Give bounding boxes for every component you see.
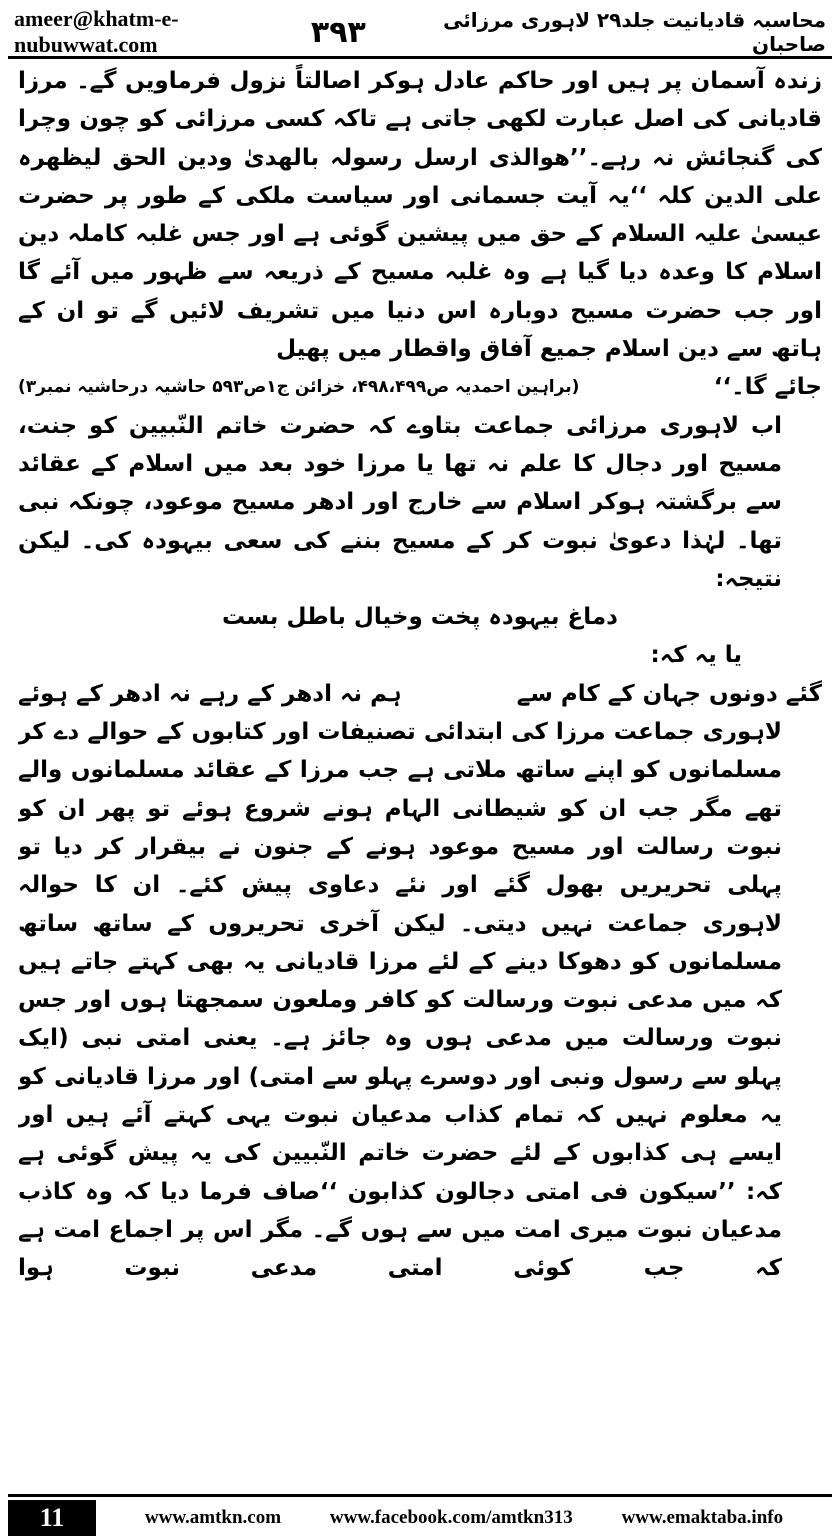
citation-reference: (براہین احمدیہ ص۴۹۸،۴۹۹، خزائن ج۱ص۵۹۳ حاشیہ درحاشیہ نمبر۳) bbox=[18, 377, 580, 398]
paragraph-1-end: جائے گا۔‘‘ bbox=[713, 374, 822, 401]
verse-line: دماغ بیہودہ پخت وخیال باطل بست bbox=[222, 604, 618, 631]
footer-links bbox=[96, 1507, 832, 1529]
couplet bbox=[18, 675, 822, 713]
header-title-group bbox=[311, 8, 826, 56]
footer-link-amtkn[interactable]: www.amtkn.com bbox=[144, 1507, 282, 1528]
header-divider bbox=[8, 56, 832, 59]
paragraph-2 bbox=[18, 407, 822, 598]
couplet-left: ہم نہ ادھر کے رہے نہ ادھر کے ہوئے bbox=[18, 680, 402, 707]
paragraph-1-text: زندہ آسمان پر ہیں اور حاکم عادل ہوکر اصالتاً نزول فرماویں گے۔ مرزا قادیانی کی اصل عبارت لکھی جاتی ہے تاکہ کسی مرزائی کو چون وچرا کی گنجائش نہ رہے۔’’ھوالذی ارسل رسولہ بالھدیٰ ودین الحق لیظھرہ علی الدین کلہ ‘‘یہ آیت جسمانی اور سیاست ملکی کے طور پر حضرت عیسیٰ علیہ السلام کے حق میں پیشین گوئی ہے اور جس غلبہ کاملہ دین اسلام کا وعدہ دیا گیا ہے وہ غلبہ مسیح کے ذریعہ سے ظہور میں آئے گا اور جب حضرت مسیح دوبارہ اس دنیا میں تشریف لائیں گے تو ان کے ہاتھ سے دین اسلام جمیع آفاق واقطار میں پھیل bbox=[18, 68, 822, 363]
reference-line bbox=[18, 368, 822, 406]
ya-yeh-ke: یا یہ کہ: bbox=[650, 642, 742, 669]
page-body bbox=[18, 62, 822, 1487]
footer-link-emaktaba[interactable]: www.emaktaba.info bbox=[621, 1507, 784, 1528]
page-header bbox=[14, 6, 826, 57]
paragraph-1 bbox=[18, 62, 822, 368]
running-title: محاسبہ قادیانیت جلد۲۹ لاہوری مرزائی صاحبان bbox=[443, 8, 826, 56]
page-number: ۳۹۳ bbox=[310, 14, 366, 50]
folio-number: 11 bbox=[8, 1500, 96, 1536]
couplet-right: گئے دونوں جہان کے کام سے bbox=[516, 680, 822, 707]
header-email[interactable]: ameer@khatm-e-nubuwwat.com bbox=[14, 6, 179, 57]
page-footer bbox=[8, 1500, 832, 1536]
paragraph-3-text: لاہوری جماعت مرزا کی ابتدائی تصنیفات اور کتابوں کے حوالے دے کر مسلمانوں کو اپنے ساتھ ملاتی ہے جب مرزا کے عقائد مسلمانوں والے تھے مگر جب ان کو شیطانی الہام ہونے شروع ہوئے تو پھر ان کو نبوت رسالت اور مسیح موعود ہونے کے جنون نے بیقرار کر دیا تو پہلی تحریریں بھول گئے اور نئے دعاوی پیش کئے۔ ان کا حوالہ لاہوری جماعت نہیں دیتی۔ لیکن آخری تحریروں کے ساتھ ساتھ مسلمانوں کو دھوکا دینے کے لئے مرزا قادیانی یہ بھی کہتے جاتے ہیں کہ میں مدعی نبوت ورسالت کو کافر وملعون سمجھتا ہوں اور جس نبوت ورسالت میں مدعی ہوں وہ جائز ہے۔ یعنی امتی نبی (ایک پہلو سے رسول ونبی اور دوسرے پہلو سے امتی) اور مرزا قادیانی کو یہ معلوم نہیں کہ تمام کذاب مدعیان نبوت یہی کہتے آئے ہیں اور ایسے ہی کذابوں کے لئے حضرت خاتم النّبیین کی یہ پیش گوئی ہے کہ: ’’سیکون فی امتی دجالون کذابون ‘‘صاف فرما دیا کہ وہ کاذب مدعیان نبوت میری امت میں سے ہوں گے۔ مگر اس پر اجماع امت ہے کہ جب کوئی امتی مدعی نبوت ہوا bbox=[18, 719, 782, 1282]
paragraph-3 bbox=[18, 713, 822, 1287]
footer-divider bbox=[8, 1494, 832, 1497]
footer-link-facebook[interactable]: www.facebook.com/amtkn313 bbox=[329, 1507, 573, 1528]
paragraph-2-text: اب لاہوری مرزائی جماعت بتاوے کہ حضرت خاتم النّبیین کو جنت، مسیح اور دجال کا علم نہ تھا یا مرزا خود بعد میں اسلام کے عقائد سے برگشتہ ہوکر اسلام سے خارج اور ادھر مسیح موعود، چونکہ نبی تھا۔ لہٰذا دعویٰ نبوت کر کے مسیح بننے کی سعی بیہودہ کی۔ لیکن نتیجہ: bbox=[18, 412, 782, 592]
